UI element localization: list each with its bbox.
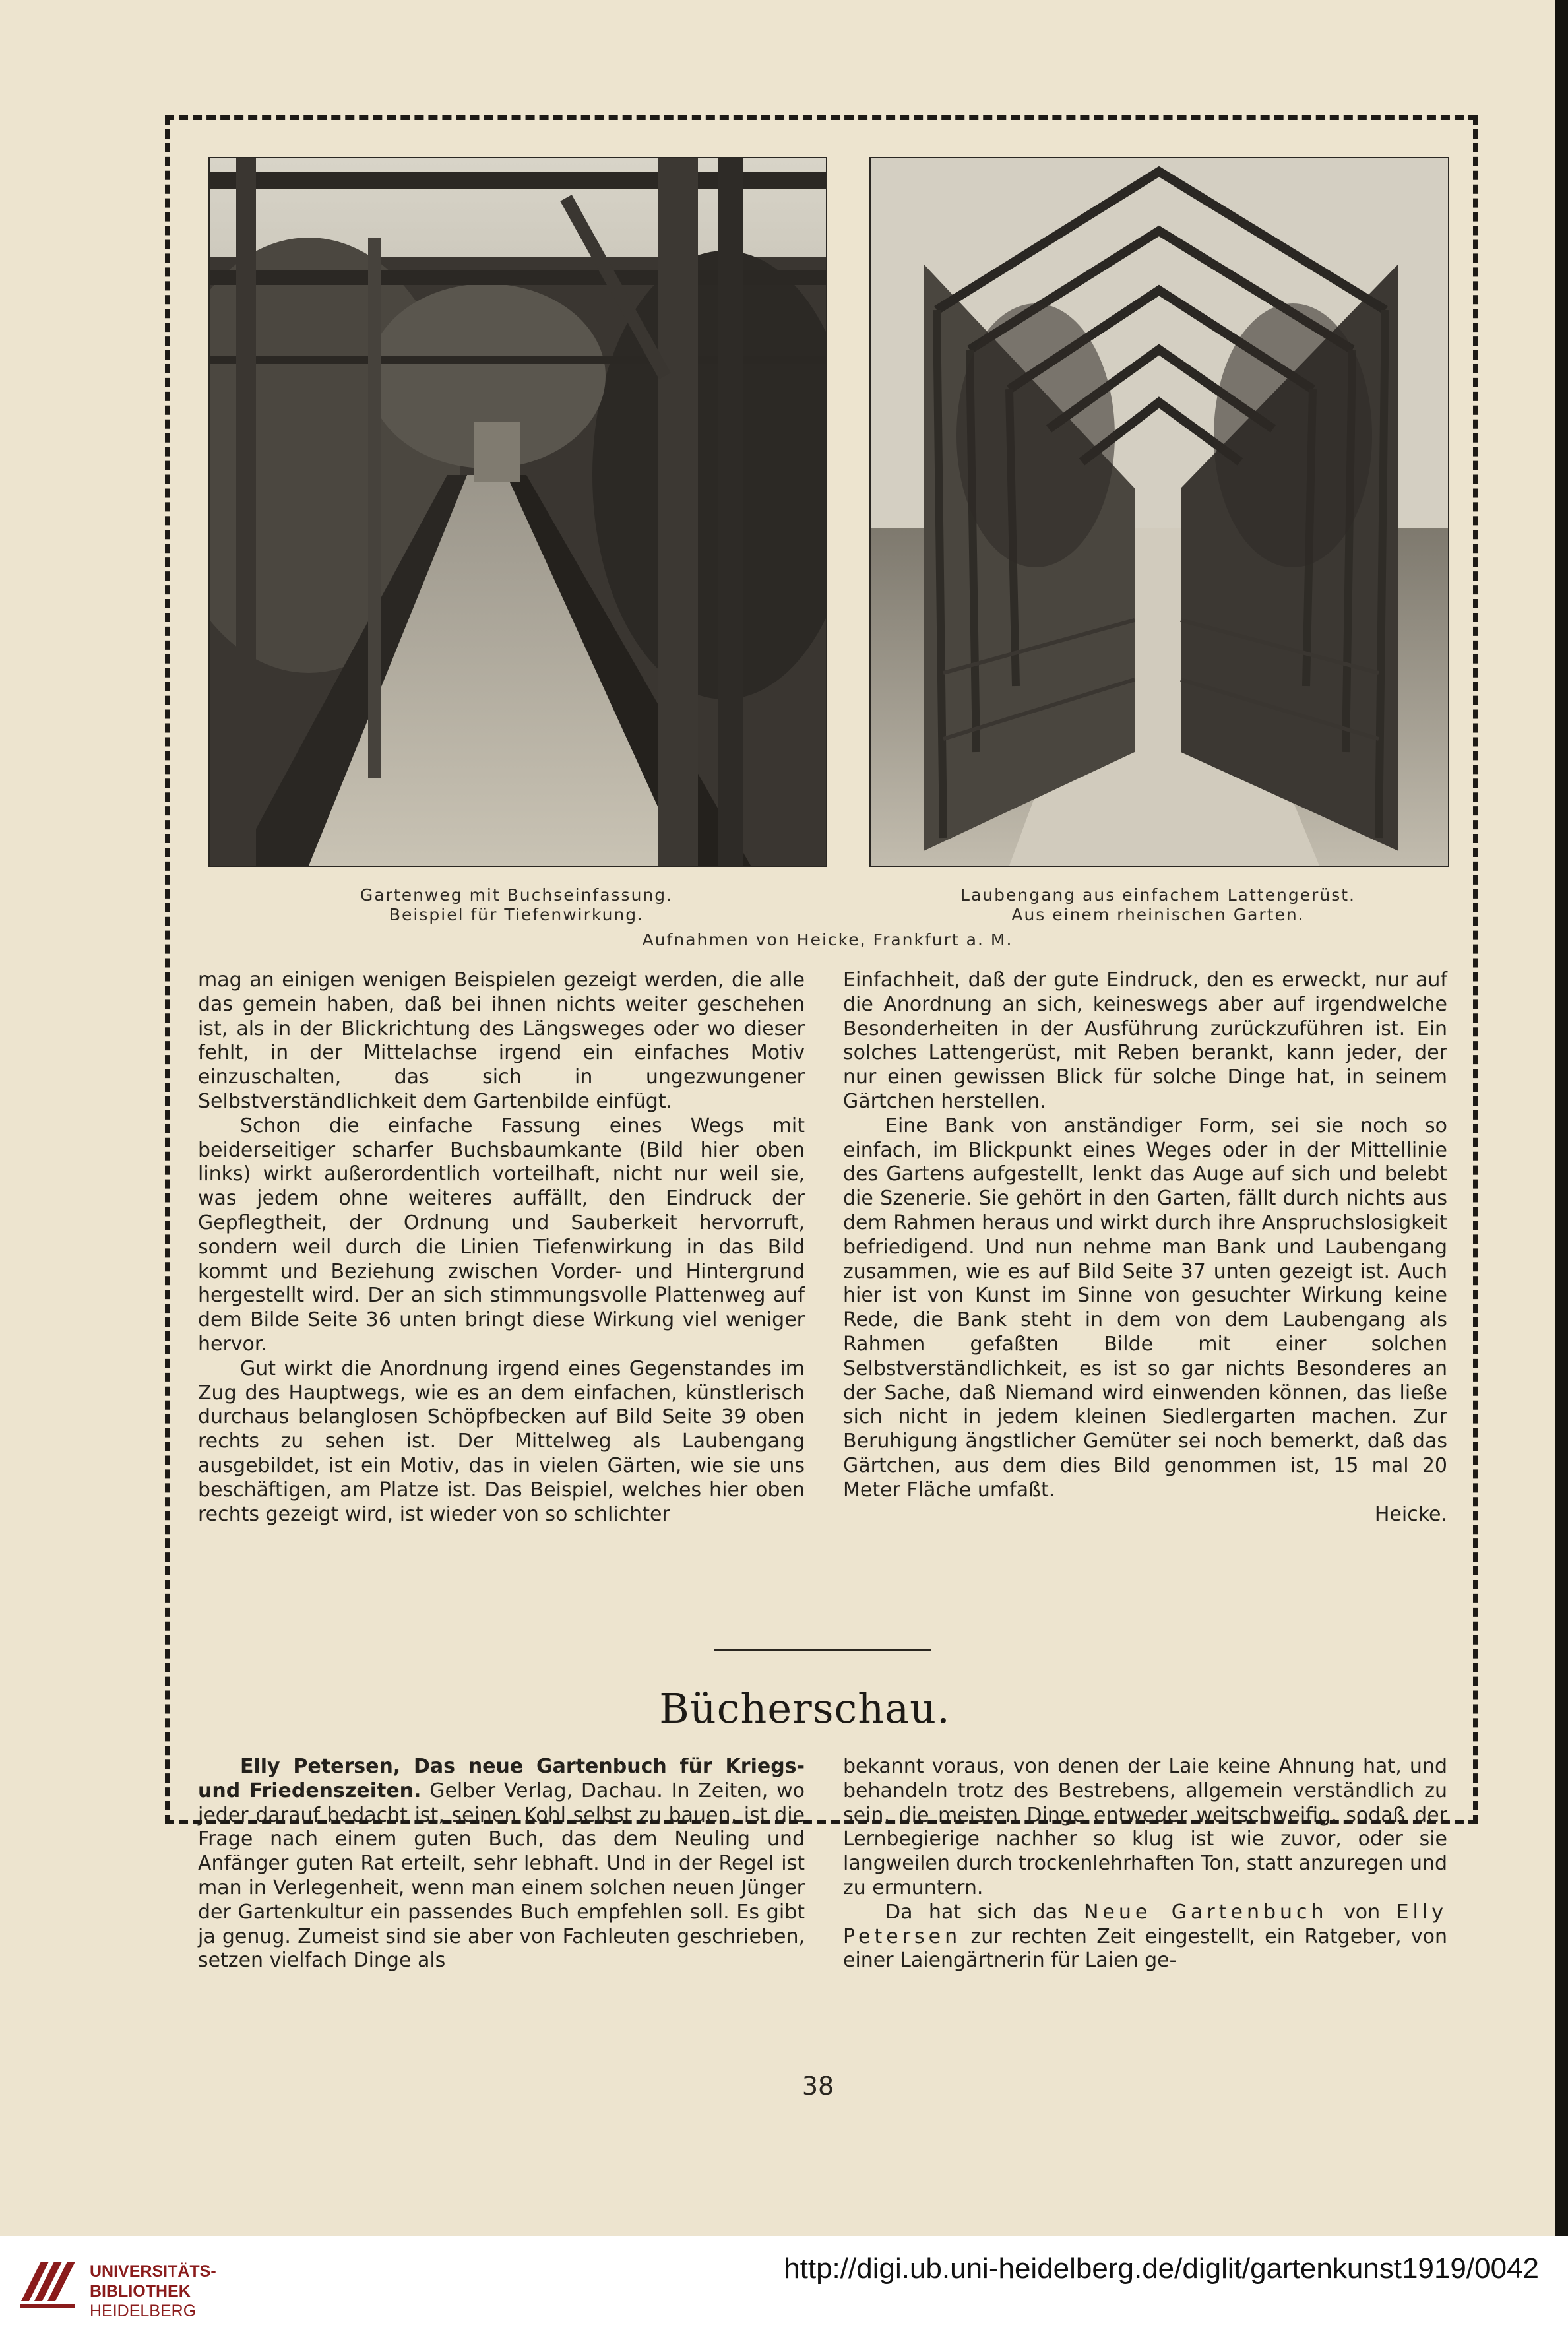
article-column-right — [843, 968, 1447, 1527]
review-text-post: zur rechten Zeit eingestellt, ein Ratgeber, von einer Laiengärtnerin für Laien ge- — [843, 1924, 1448, 1973]
university-library-logo-icon[interactable] — [15, 2248, 80, 2314]
article-paragraph: Schon die einfache Fassung eines Wegs mit beiderseitiger scharfer Buchsbaumkante (Bild hier oben links) wirkt außerordentlich vorteilhaft, nicht nur weil sie, was jedem ohne weiteres auffällt, den Eindruck der Gepflegtheit, der Ordnung und Sauberkeit hervorruft, sondern weil durch die Linien Tiefenwirkung in das Bild kommt und Beziehung zwischen Vorder- und Hintergrund hergestellt wird. Der an sich stimmungsvolle Plattenweg auf dem Bilde Seite 36 unten bringt diese Wirkung viel weniger hervor. — [198, 1114, 805, 1356]
article-paragraph: Eine Bank von anständiger Form, sei sie noch so einfach, im Blickpunkt eines Weges oder in der Mittellinie des Gartens aufgestellt, lenkt das Auge auf sich und belebt die Szenerie. Sie gehört in den Garten, fällt durch nichts aus dem Rahmen heraus und wirkt durch ihre Anspruchslosigkeit befriedigend. Und nun nehme man Bank und Laubengang zusammen, wie es auf Bild Seite 37 unten gezeigt ist. Auch hier ist von Kunst im Sinne von gesuchter Wirkung keine Rede, die Bank steht in dem von dem Laubengang als Rahmen gefaßten Bilde mit einer solchen Selbstverständlichkeit, es ist so gar nichts Besonderes an der Sache, daß Niemand wird einwenden können, das ließe sich nicht in jedem kleinen Siedlergarten machen. Zur Beruhigung ängstlicher Gemüter sei noch bemerkt, daß das Gärtchen, aus dem dies Bild genommen ist, 15 mal 20 Meter Fläche umfaßt. — [843, 1114, 1447, 1502]
photo-lattice-arbour — [869, 157, 1449, 867]
article-paragraph: mag an einigen wenigen Beispielen gezeigt werden, die alle das gemein haben, daß bei ihnen nichts weiter geschehen ist, als in der Blickrichtung des Längsweges oder wo dieser fehlt, in der Mittelachse irgend ein einfaches Motiv einzuschalten, das sich in ungezwungener Selbstverständlichkeit dem Gartenbilde einfügt. — [198, 968, 805, 1113]
caption-left-line1: Gartenweg mit Buchseinfassung. — [360, 885, 674, 904]
section-divider — [714, 1649, 931, 1651]
review-paragraph — [198, 1755, 805, 1973]
article-paragraph: Gut wirkt die Anordnung irgend eines Gegenstandes im Zug des Hauptwegs, wie es an dem einfachen, künstlerisch durchaus belanglosen Schöpfbecken auf Bild Seite 39 oben rechts zu sehen ist. Der Mittelweg als Laubengang ausgebildet, ist ein Motiv, das in vielen Gärten, wie sie uns beschäftigen, am Platze ist. Das Beispiel, welches hier oben rechts gezeigt wird, ist wieder von so schlichter — [198, 1356, 805, 1526]
article-paragraph: Einfachheit, daß der gute Eindruck, den es erweckt, nur auf die Anordnung an sich, keineswegs aber auf irgendwelche Besonderheiten in der Ausführung zurückzuführen ist. Ein solches Lattengerüst, mit Reben berankt, kann jeder, der nur einen gewissen Blick für solche Dinge hat, in seinem Gärtchen herstellen. — [843, 968, 1447, 1113]
book-author-title: Elly Petersen, Das neue Gartenbuch für Kriegs- und Friedenszeiten. — [198, 1755, 805, 1802]
book-title-spaced: Neue Gartenbuch — [1083, 1900, 1328, 1924]
page-number: 38 — [801, 2072, 834, 2101]
article-signature: Heicke. — [1374, 1502, 1447, 1526]
review-paragraph — [843, 1901, 1447, 1973]
author-name-spaced: Elly Petersen — [843, 1900, 1447, 1948]
caption-right-line1: Laubengang aus einfachem Lattengerüst. — [960, 885, 1356, 904]
library-name[interactable] — [90, 2262, 216, 2321]
library-line1: UNIVERSITÄTS- — [90, 2262, 216, 2281]
review-paragraph: bekannt voraus, von denen der Laie keine Ahnung hat, und behandeln trotz des Bestrebens, allgemein verständlich zu sein, die meisten Dinge entweder weitschweifig, sodaß der Lernbegierige nachher so klug ist wie zuvor, oder sie langweilen durch trockenlehrhaften Ton, statt anzuregen und zu ermuntern. — [843, 1755, 1448, 1899]
library-line3: HEIDELBERG — [90, 2302, 197, 2320]
caption-right — [869, 885, 1447, 925]
caption-left-line2: Beispiel für Tiefenwirkung. — [389, 905, 644, 924]
section-title: Bücherschau. — [659, 1684, 951, 1732]
caption-right-line2: Aus einem rheinischen Garten. — [1011, 905, 1305, 924]
photo-credit: Aufnahmen von Heicke, Frankfurt a. M. — [642, 930, 1013, 949]
library-line2: BIBLIOTHEK — [90, 2282, 191, 2300]
caption-left — [208, 885, 825, 925]
review-text: Gelber Verlag, Dachau. In Zeiten, wo jeder darauf bedacht ist, seinen Kohl selbst zu bauen, ist die Frage nach einem guten Buch, das dem Neuling und Anfänger guten Rat erteilt, sehr lebhaft. Und in der Regel ist man in Verlegenheit, wenn man einem solchen neuen Jünger der Gartenkultur ein passendes Buch empfehlen soll. Es gibt ja genug. Zumeist sind sie aber von Fachleuten geschrieben, setzen vielfach Dinge als — [198, 1779, 805, 1973]
photo-garden-path — [208, 157, 827, 867]
article-column-left — [198, 968, 805, 1527]
review-text-pre: Da hat sich das — [885, 1900, 1068, 1924]
review-column-right — [843, 1755, 1447, 1973]
review-text-mid: von — [1344, 1900, 1381, 1924]
source-url-link[interactable]: http://digi.ub.uni-heidelberg.de/diglit/gartenkunst1919/0042 — [784, 2252, 1539, 2285]
scan-edge — [1555, 0, 1568, 2243]
review-column-left — [198, 1755, 805, 1973]
